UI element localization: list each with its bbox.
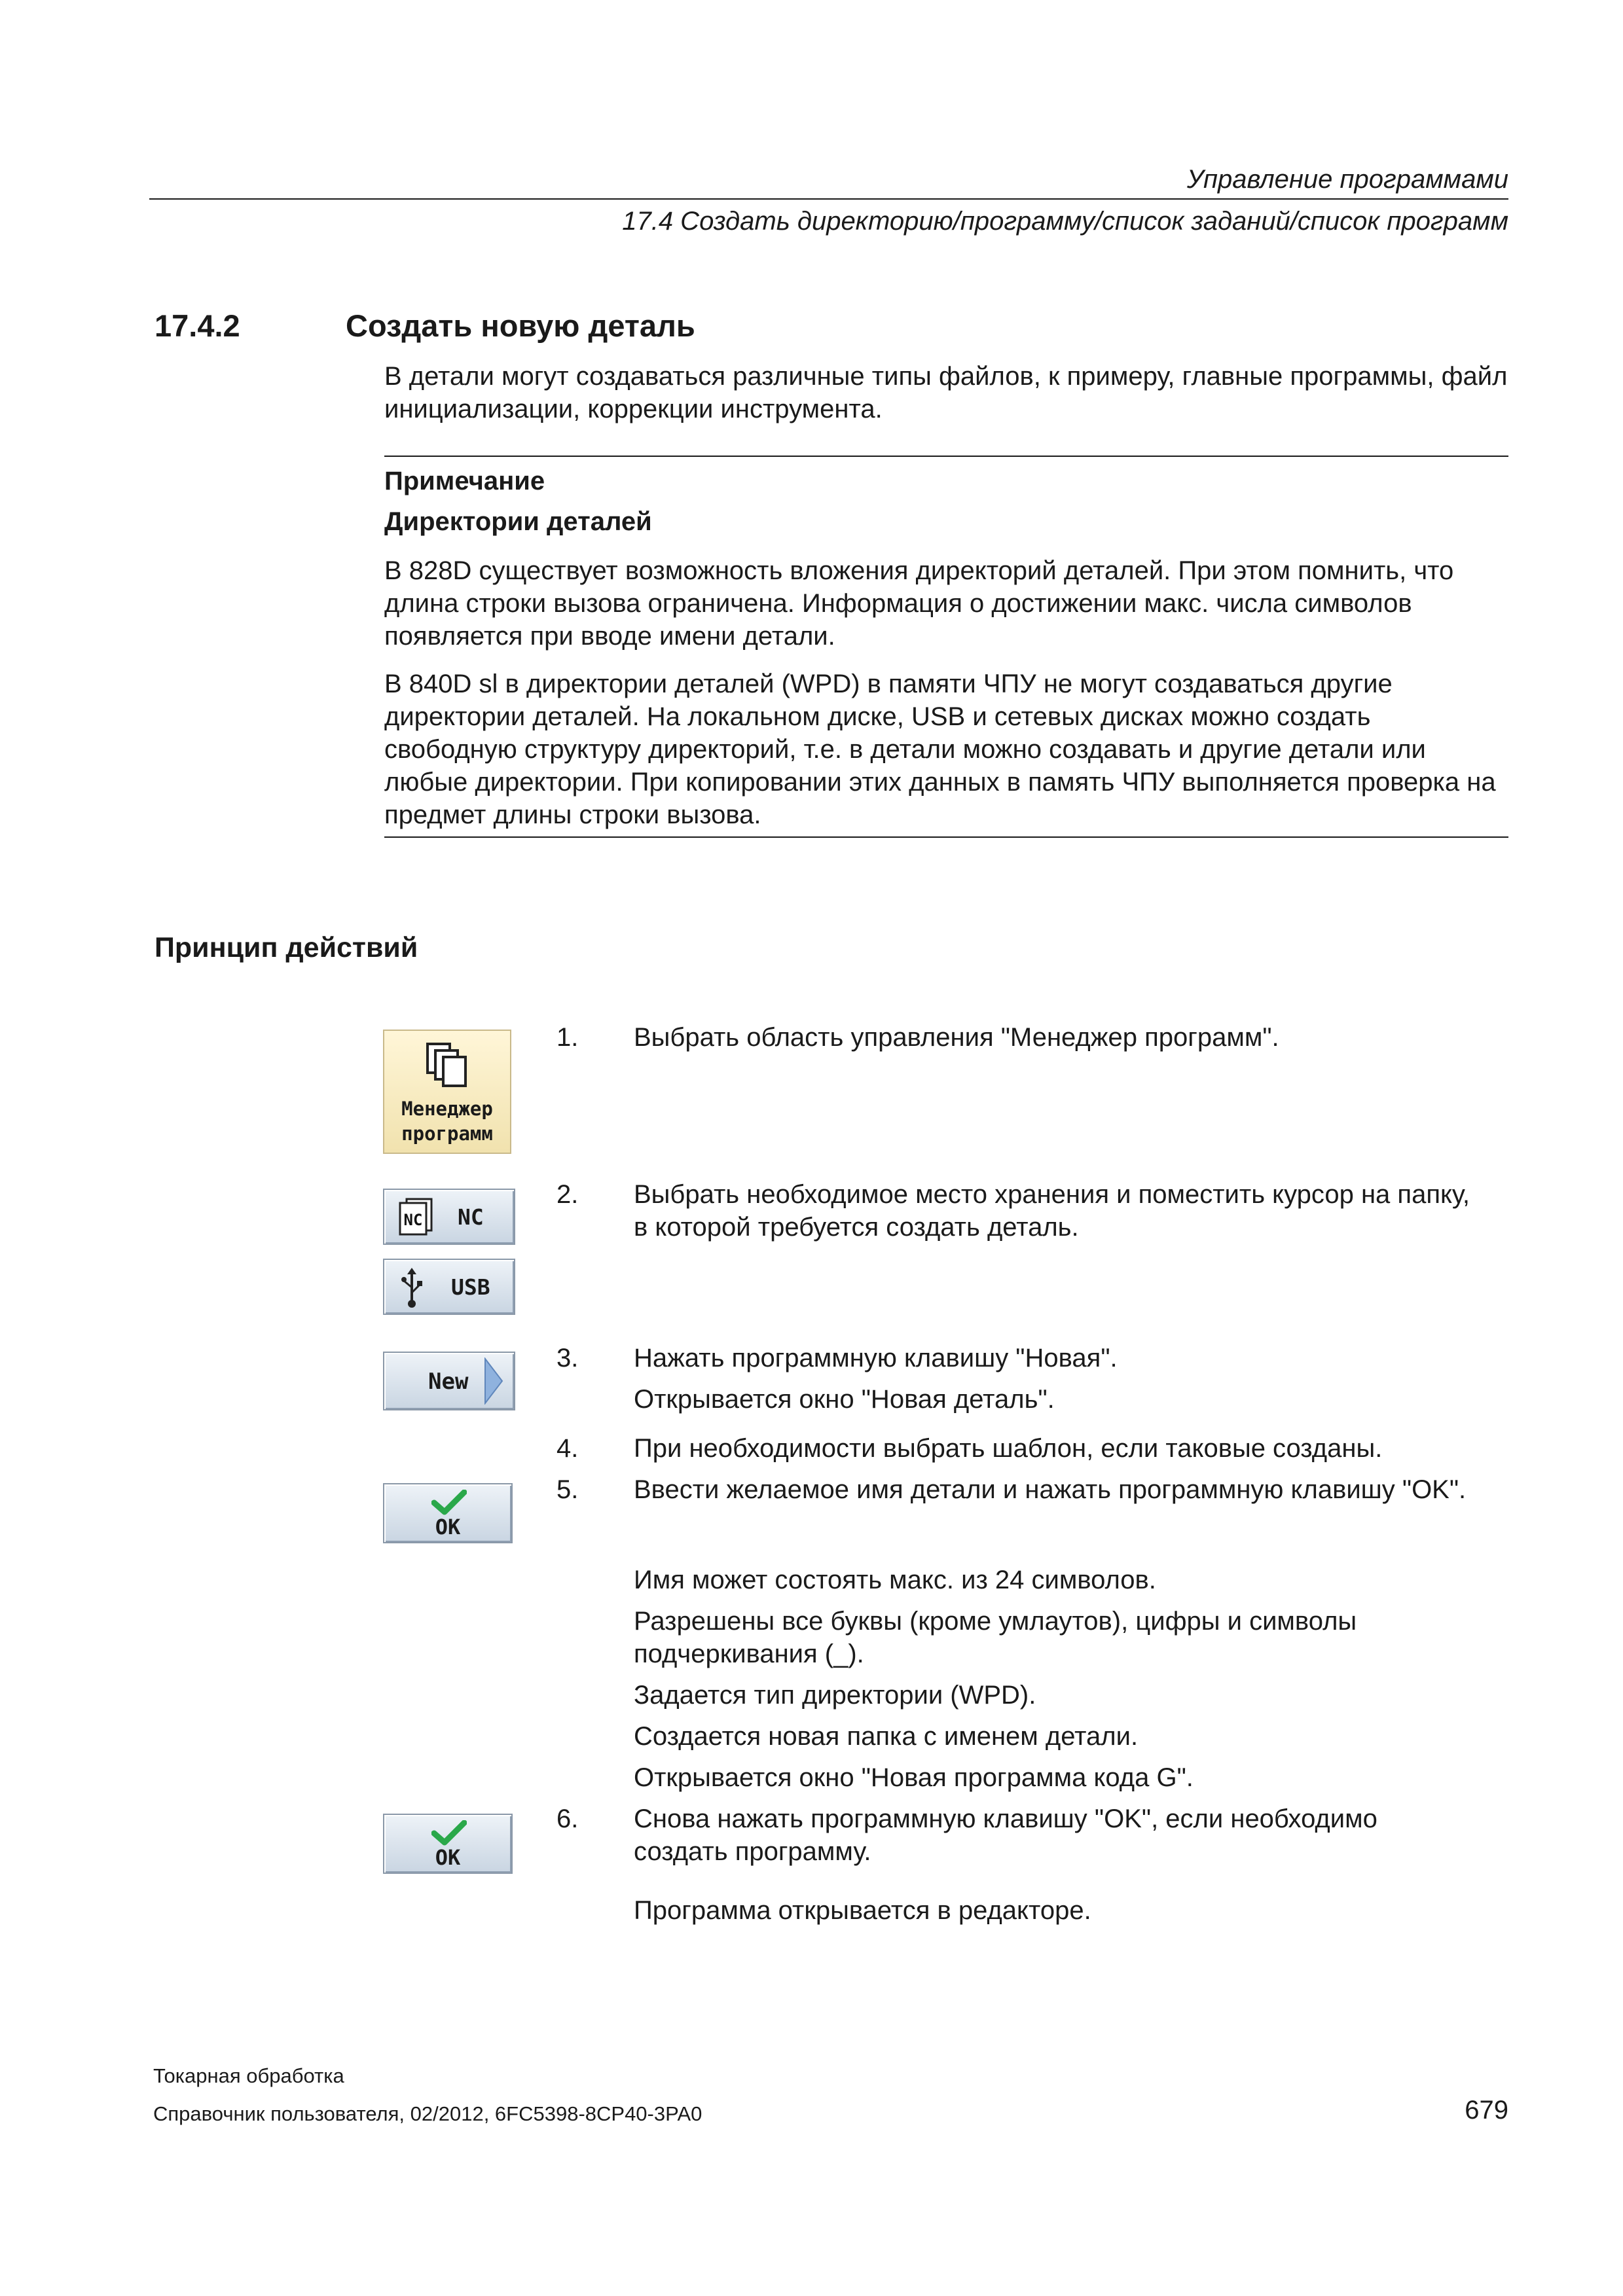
program-manager-label-1: Менеджер <box>401 1098 493 1120</box>
footer-book-title: Токарная обработка <box>153 2064 344 2087</box>
note-top-rule <box>384 456 1508 457</box>
step-subtext: Имя может состоять макс. из 24 символов. <box>634 1566 1156 1594</box>
nc-key-label: NC <box>458 1204 484 1230</box>
step-number: 5. <box>556 1475 579 1504</box>
intro-paragraph: В детали могут создаваться различные типы файлов, к примеру, главные программы, файл инициализации, коррекции инструмента. <box>384 362 1508 423</box>
step-subtext: Открывается окно "Новая программа кода G". <box>634 1763 1194 1792</box>
step-number: 3. <box>556 1344 579 1372</box>
usb-key[interactable] <box>383 1259 515 1315</box>
ok-key-2[interactable] <box>383 1814 513 1874</box>
header-chapter: Управление программами <box>1186 165 1508 194</box>
new-key[interactable] <box>383 1352 515 1410</box>
page-number: 679 <box>1465 2096 1508 2125</box>
step-text: Ввести желаемое имя детали и нажать программную клавишу "OK". <box>634 1475 1467 1504</box>
checkmark-icon <box>431 1490 467 1516</box>
step-subtext: Разрешены все буквы (кроме умлаутов), цифры и символы подчеркивания (_). <box>634 1607 1357 1668</box>
step-text: При необходимости выбрать шаблон, если таковые созданы. <box>634 1434 1383 1463</box>
step-number: 2. <box>556 1180 579 1209</box>
documents-icon <box>424 1040 472 1090</box>
procedure-title: Принцип действий <box>155 932 418 963</box>
step-subtext: Открывается окно "Новая деталь". <box>634 1385 1055 1414</box>
checkmark-icon <box>431 1820 467 1846</box>
note-paragraph-2: В 840D sl в директории деталей (WPD) в памяти ЧПУ не могут создаваться другие директории деталей. На локальном диске, USB и сетевых дисках можно создать свободную структуру директорий, т.е. в детали можно создавать и другие детали или любые директории. При копировании этих данных в память ЧПУ выполняется проверка на предмет длины строки вызова. <box>384 670 1496 829</box>
step-text: Снова нажать программную клавишу "OK", если необходимо создать программу. <box>634 1804 1377 1866</box>
step-text: Выбрать необходимое место хранения и поместить курсор на папку, в которой требуется создать деталь. <box>634 1180 1470 1242</box>
step-subtext: Программа открывается в редакторе. <box>634 1896 1091 1925</box>
nc-key[interactable] <box>383 1189 515 1245</box>
ok-key-1[interactable] <box>383 1483 513 1543</box>
ok-key-1-label: OK <box>435 1515 461 1539</box>
step-text: Выбрать область управления "Менеджер программ". <box>634 1023 1279 1052</box>
svg-text:NC: NC <box>403 1211 423 1229</box>
program-manager-key[interactable] <box>383 1030 511 1154</box>
header-rule <box>149 198 1508 200</box>
note-label: Примечание <box>384 467 545 495</box>
note-bottom-rule <box>384 836 1508 838</box>
step-number: 6. <box>556 1804 579 1833</box>
step-subtext: Задается тип директории (WPD). <box>634 1681 1036 1710</box>
usb-icon <box>399 1268 425 1308</box>
usb-key-label: USB <box>451 1274 490 1300</box>
program-manager-label-2: программ <box>401 1122 493 1145</box>
footer-manual-info: Справочник пользователя, 02/2012, 6FC5398-8CP40-3PA0 <box>153 2102 702 2125</box>
header-section: 17.4 Создать директорию/программу/список заданий/список программ <box>622 207 1508 236</box>
note-paragraph-1: В 828D существует возможность вложения директорий деталей. При этом помнить, что длина строки вызова ограничена. Информация о достижении макс. числа символов появляется при вводе имени детали. <box>384 556 1454 651</box>
step-text: Нажать программную клавишу "Новая". <box>634 1344 1118 1372</box>
step-subtext: Создается новая папка с именем детали. <box>634 1722 1139 1751</box>
step-number: 1. <box>556 1023 579 1052</box>
section-title: Создать новую деталь <box>346 308 695 343</box>
section-number: 17.4.2 <box>155 308 240 343</box>
step-number: 4. <box>556 1434 579 1463</box>
nc-icon <box>399 1198 434 1237</box>
note-subtitle: Директории деталей <box>384 507 652 536</box>
new-key-label: New <box>428 1369 469 1395</box>
arrow-right-icon <box>484 1357 503 1405</box>
ok-key-2-label: OK <box>435 1845 461 1870</box>
